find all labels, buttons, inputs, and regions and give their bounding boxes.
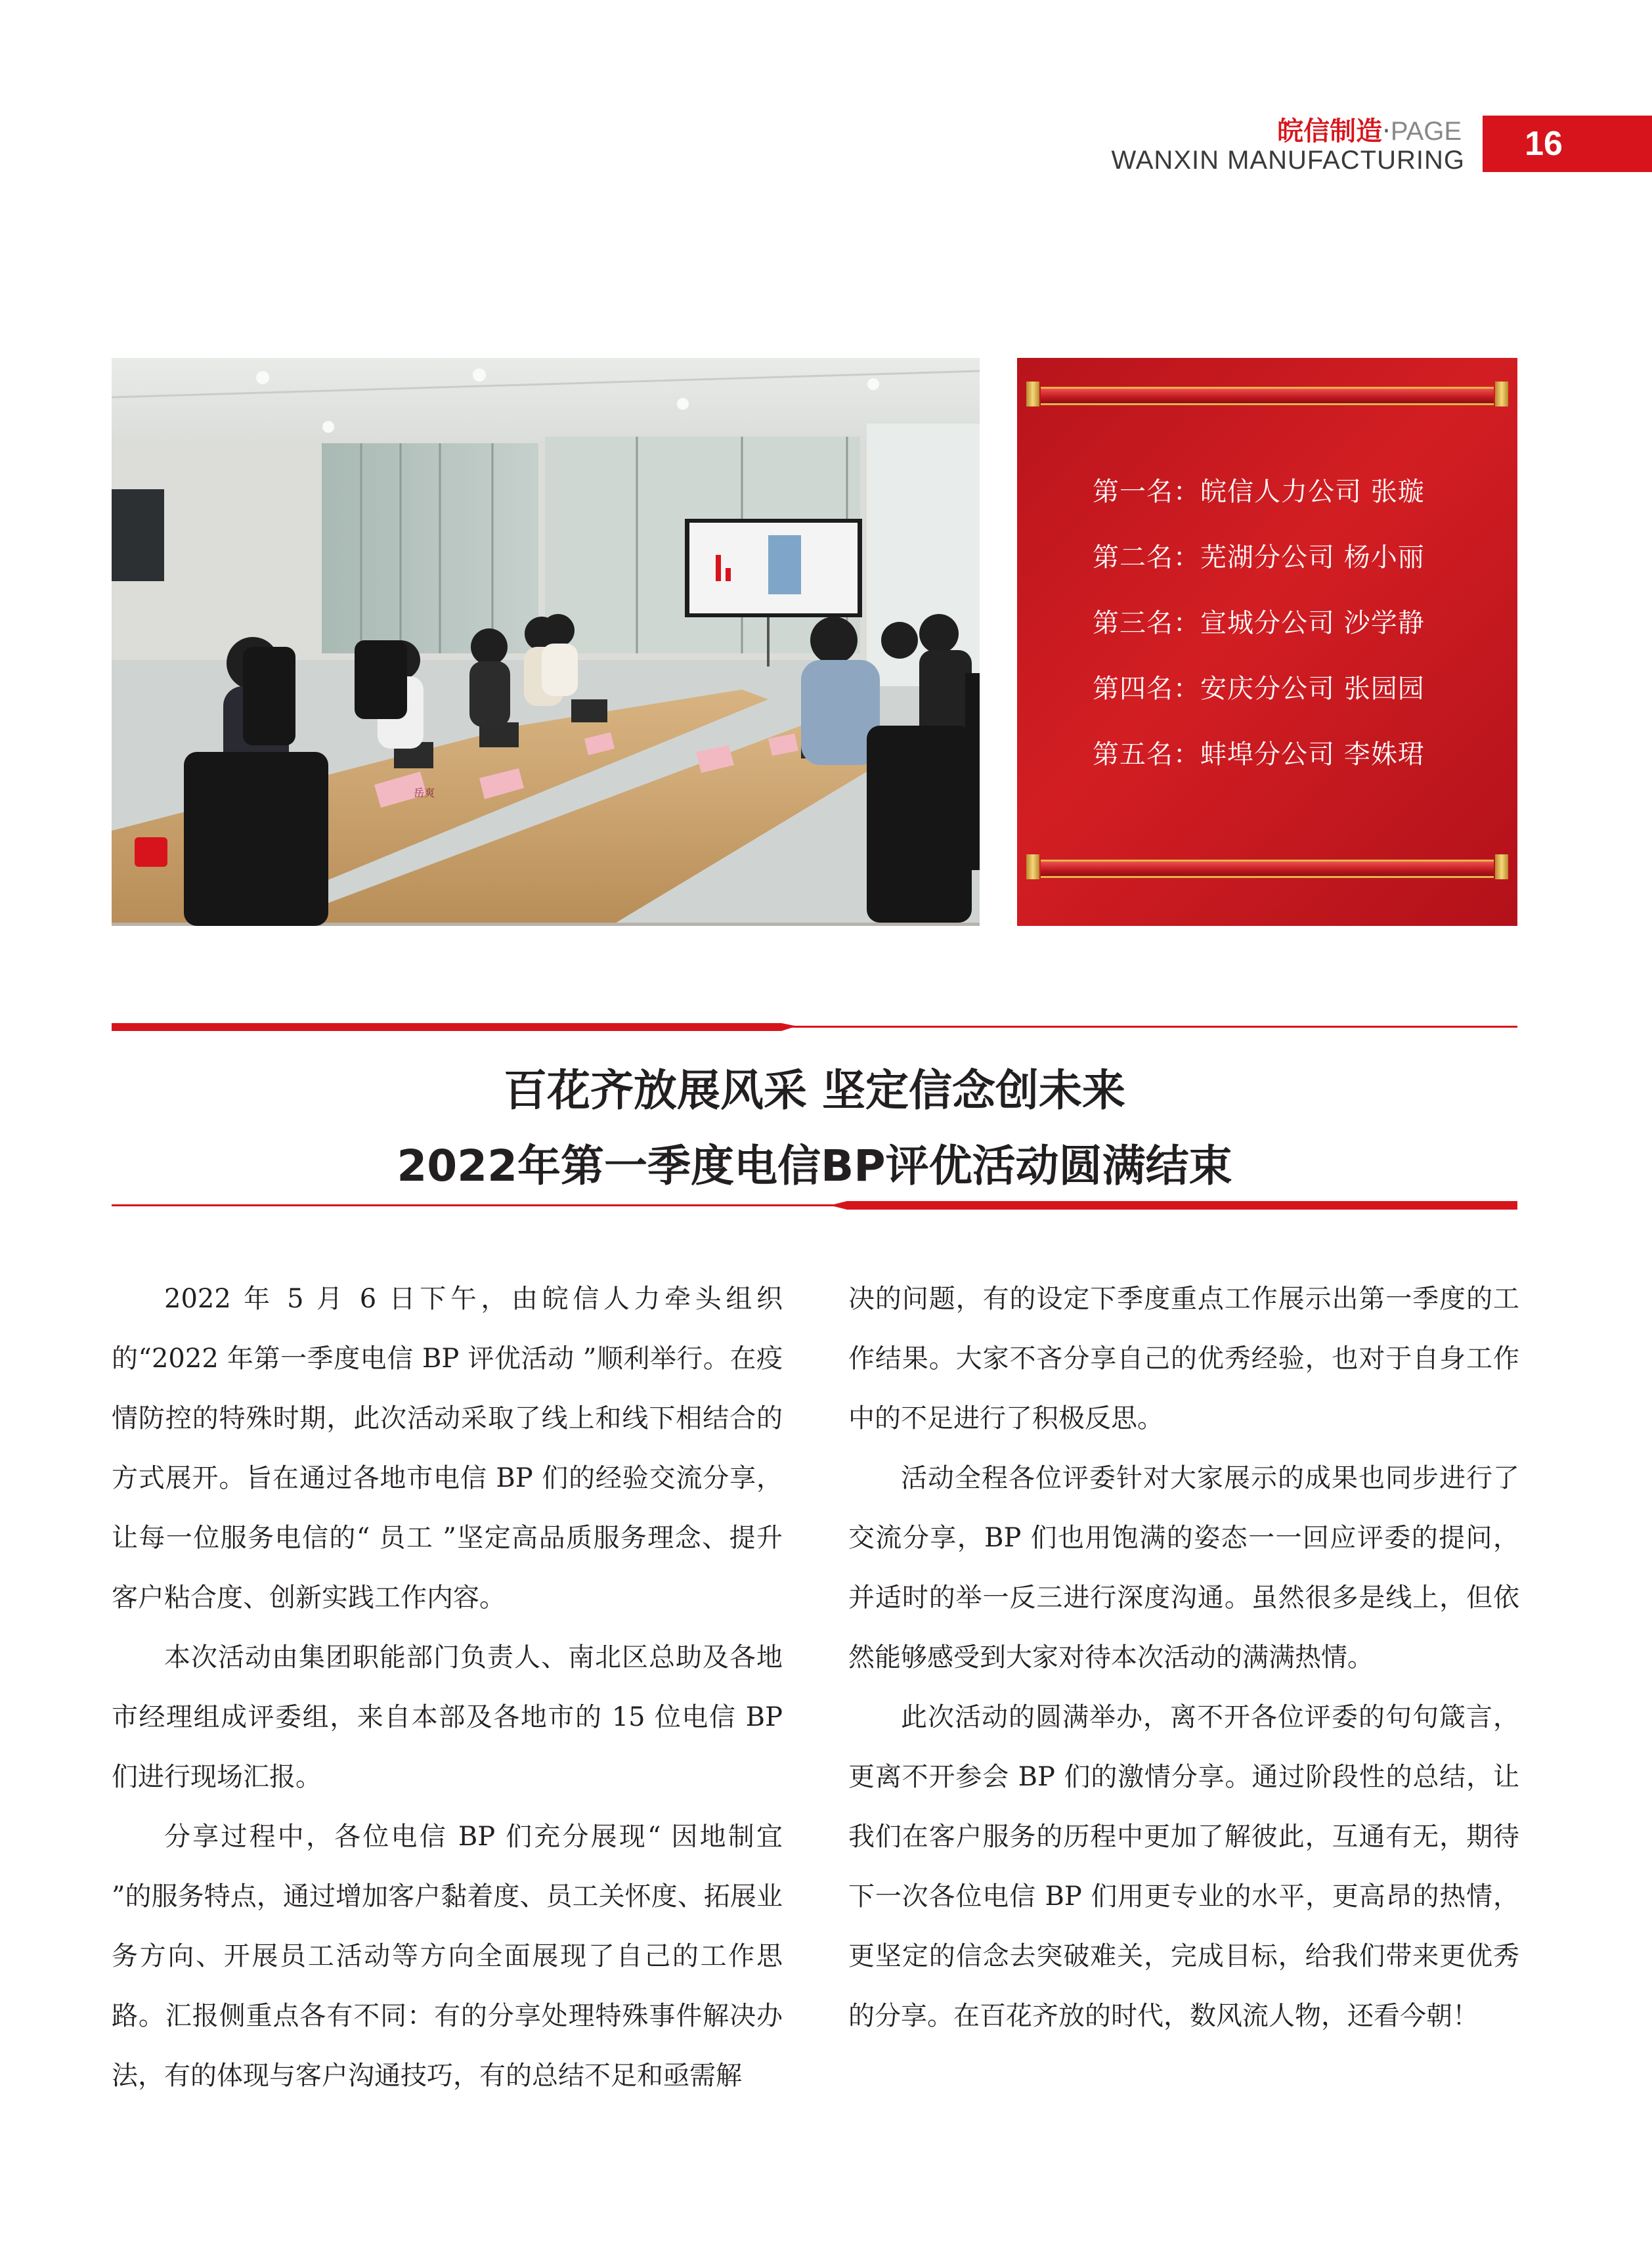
scroll-rod-top [1041,387,1494,405]
meeting-photo [112,358,980,926]
article-right-column [848,1269,1519,2046]
page-number: 16 [1525,125,1563,163]
scroll-rod-bottom [1041,860,1494,878]
scroll-rod-cap [1495,854,1508,879]
title-rule-bottom [112,1198,1517,1214]
scroll-rod-cap [1495,382,1508,406]
article-title-line1: 百花齐放展风采 坚定信念创未来 [504,1065,1125,1116]
scroll-rod-cap [1026,382,1039,406]
header-page-word: PAGE [1390,117,1462,146]
winner-4: 第四名：安庆分公司 张园园 [1093,674,1425,704]
header-brand-en: WANXIN MANUFACTURING [1111,146,1465,175]
winners-panel [1017,358,1517,926]
winner-1: 第一名：皖信人力公司 张璇 [1093,477,1425,507]
paragraph: 本次活动由集团职能部门负责人、南北区总助及各地市经理组成评委组，来自本部及各地市的 15 位电信 BP 们进行现场汇报。 [112,1642,783,1792]
paragraph-continuation: 决的问题，有的设定下季度重点工作展示出第一季度的工作结果。大家不吝分享自己的优秀经验，也对于自身工作中的不足进行了积极反思。 [848,1284,1519,1434]
name-card-text: 岳爽 [414,787,435,799]
paragraph: 此次活动的圆满举办，离不开各位评委的句句箴言，更离不开参会 BP 们的激情分享。通过阶段性的总结，让我们在客户服务的历程中更加了解彼此，互通有无，期待下一次各位电信 BP 们用更专业的水平，更高昂的热情，更坚定的信念去突破难关，完成目标，给我们带来更优秀的分享。在百花齐放的时代，数风流人物，还看今朝！ [848,1702,1519,2031]
scroll-rod-cap [1026,854,1039,879]
meeting-photo-illustration [112,358,980,926]
title-rule-top [112,1019,1517,1035]
header-brand-cn: 皖信制造 [1277,116,1383,146]
page-number-tab [1483,116,1652,172]
header-separator: · [1382,116,1391,146]
paragraph: 2022 年 5 月 6 日下午，由皖信人力牵头组织的“2022 年第一季度电信 BP 评优活动 ”顺利举行。在疫情防控的特殊时期，此次活动采取了线上和线下相结合的方式展开。旨在通过各地市电信 BP 们的经验交流分享，让每一位服务电信的“ 员工 ”坚定高品质服务理念、提升客户粘合度、创新实践工作内容。 [112,1284,783,1613]
winner-5: 第五名：蚌埠分公司 李姝珺 [1093,739,1425,770]
header-brand [1277,110,1462,148]
paragraph: 活动全程各位评委针对大家展示的成果也同步进行了交流分享，BP 们也用饱满的姿态一一回应评委的提问，并适时的举一反三进行深度沟通。虽然很多是线上，但依然能够感受到大家对待本次活动的满满热情。 [848,1463,1519,1673]
article-title-line2: 2022年第一季度电信BP评优活动圆满结束 [397,1141,1232,1191]
winner-3: 第三名：宣城分公司 沙学静 [1093,608,1425,638]
article-left-column [112,1269,783,2106]
paragraph: 分享过程中，各位电信 BP 们充分展现“ 因地制宜 ”的服务特点，通过增加客户黏着度、员工关怀度、拓展业务方向、开展员工活动等方向全面展现了自己的工作思路。汇报侧重点各有不同：有的分享处理特殊事件解决办法，有的体现与客户沟通技巧，有的总结不足和亟需解 [112,1822,783,2091]
winner-2: 第二名：芜湖分公司 杨小丽 [1093,542,1425,573]
